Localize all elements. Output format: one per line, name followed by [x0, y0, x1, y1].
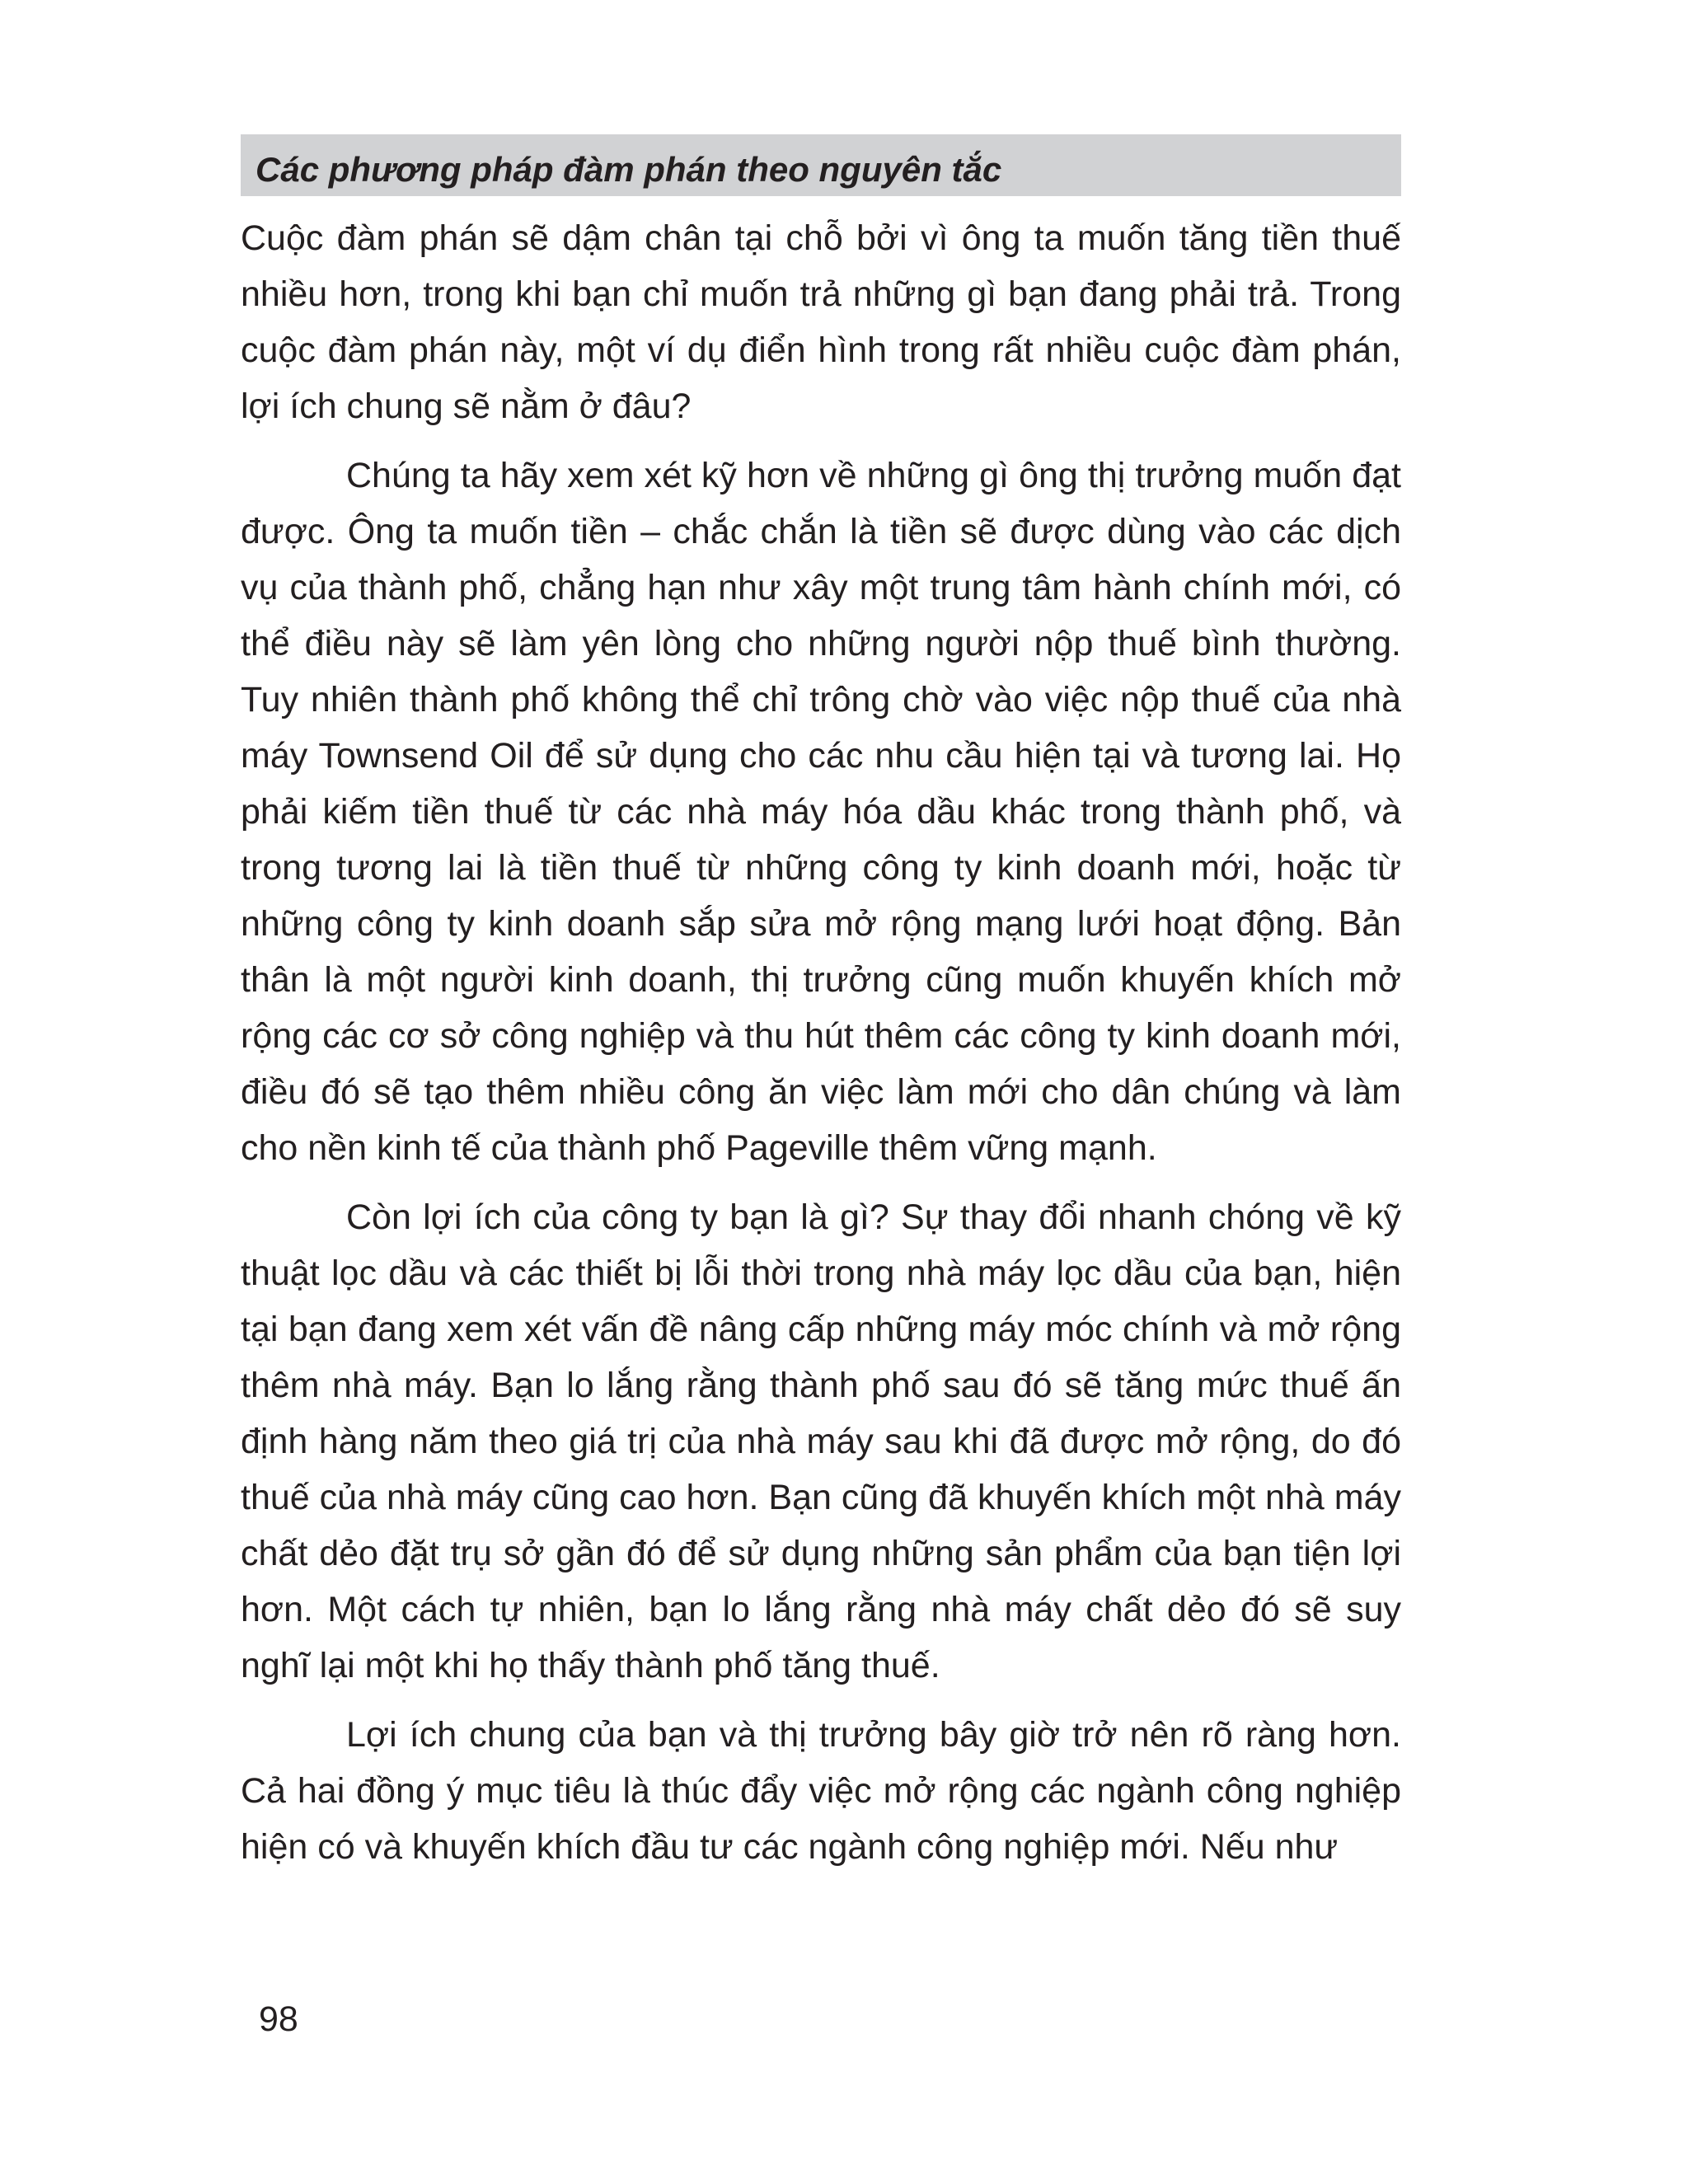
paragraph-1: Cuộc đàm phán sẽ dậm chân tại chỗ bởi vì ông ta muốn tăng tiền thuế nhiều hơn, trong khi bạn chỉ muốn trả những gì bạn đang phải trả. Trong cuộc đàm phán này, một ví dụ điển hình trong rất nhiều cuộc đàm phán, lợi ích chung sẽ nằm ở đâu? [241, 218, 1401, 426]
page-number: 98 [259, 1999, 298, 2039]
running-header [241, 134, 1401, 196]
body-text [241, 210, 1401, 1875]
paragraph-3: Còn lợi ích của công ty bạn là gì? Sự thay đổi nhanh chóng về kỹ thuật lọc dầu và các thiết bị lỗi thời trong nhà máy lọc dầu của bạn, hiện tại bạn đang xem xét vấn đề nâng cấp những máy móc chính và mở rộng thêm nhà máy. Bạn lo lắng rằng thành phố sau đó sẽ tăng mức thuế ấn định hàng năm theo giá trị của nhà máy sau khi đã được mở rộng, do đó thuế của nhà máy cũng cao hơn. Bạn cũng đã khuyến khích một nhà máy chất dẻo đặt trụ sở gần đó để sử dụng những sản phẩm của bạn tiện lợi hơn. Một cách tự nhiên, bạn lo lắng rằng nhà máy chất dẻo đó sẽ suy nghĩ lại một khi họ thấy thành phố tăng thuế. [241, 1197, 1401, 1685]
running-header-title: Các phương pháp đàm phán theo nguyên tắc [256, 150, 1002, 189]
paragraph-4: Lợi ích chung của bạn và thị trưởng bây giờ trở nên rõ ràng hơn. Cả hai đồng ý mục tiêu là thúc đẩy việc mở rộng các ngành công nghiệp hiện có và khuyến khích đầu tư các ngành công nghiệp mới. Nếu như [241, 1715, 1401, 1867]
paragraph-2: Chúng ta hãy xem xét kỹ hơn về những gì ông thị trưởng muốn đạt được. Ông ta muốn tiền – chắc chắn là tiền sẽ được dùng vào các dịch vụ của thành phố, chẳng hạn như xây một trung tâm hành chính mới, có thể điều này sẽ làm yên lòng cho những người nộp thuế bình thường. Tuy nhiên thành phố không thể chỉ trông chờ vào việc nộp thuế của nhà máy Townsend Oil để sử dụng cho các nhu cầu hiện tại và tương lai. Họ phải kiếm tiền thuế từ các nhà máy hóa dầu khác trong thành phố, và trong tương lai là tiền thuế từ những công ty kinh doanh mới, hoặc từ những công ty kinh doanh sắp sửa mở rộng mạng lưới hoạt động. Bản thân là một người kinh doanh, thị trưởng cũng muốn khuyến khích mở rộng các cơ sở công nghiệp và thu hút thêm các công ty kinh doanh mới, điều đó sẽ tạo thêm nhiều công ăn việc làm mới cho dân chúng và làm cho nền kinh tế của thành phố Pageville thêm vững mạnh. [241, 456, 1401, 1168]
